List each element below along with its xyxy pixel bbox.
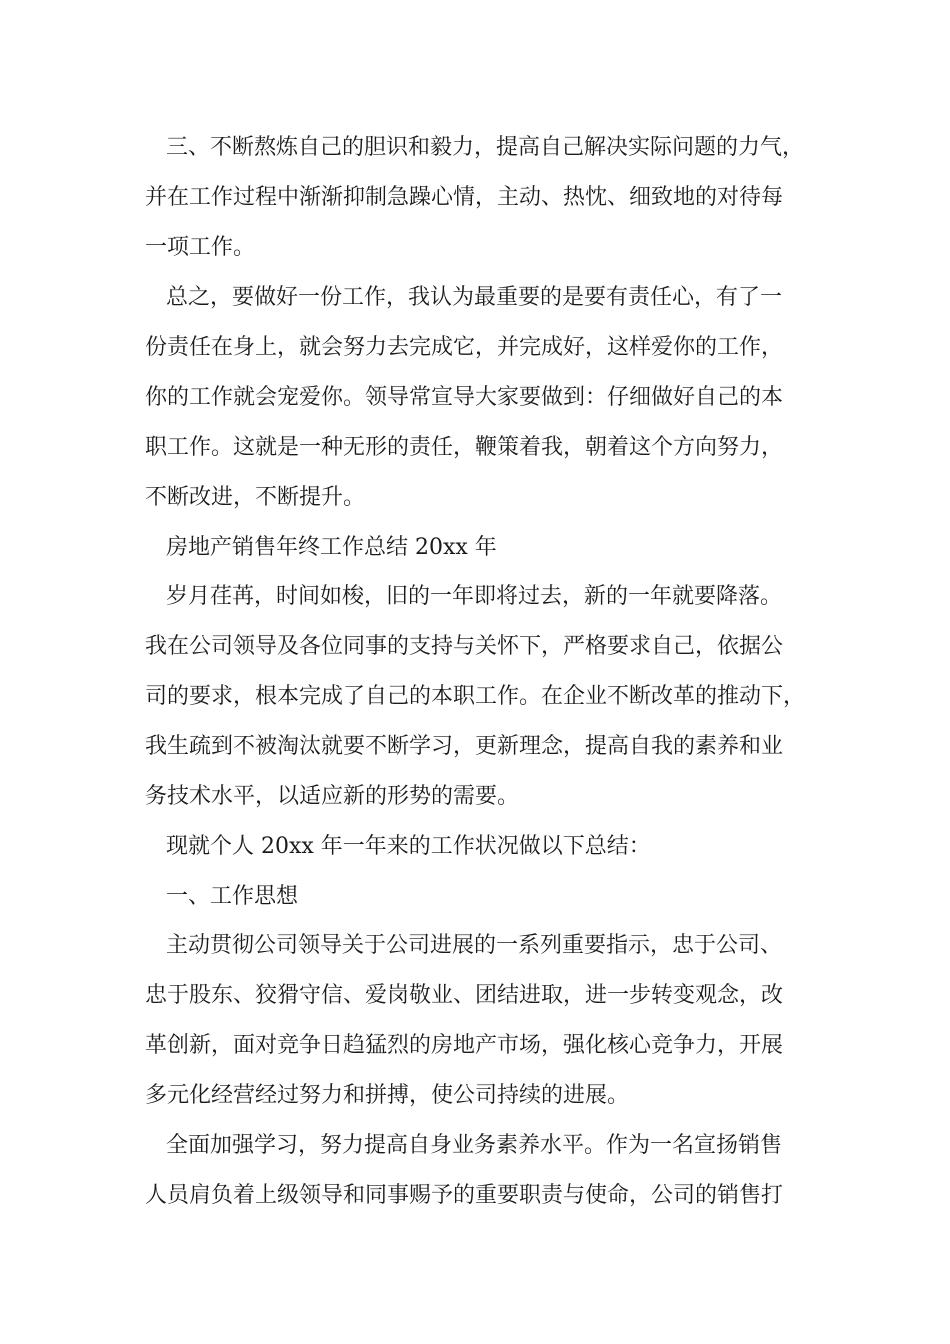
- paragraph-line: 并在工作过程中渐渐抑制急躁心情，主动、热忱、细致地的对待每: [145, 185, 784, 210]
- paragraph-line: 革创新，面对竞争日趋猛烈的房地产市场，强化核心竞争力，开展: [145, 1033, 784, 1058]
- paragraph-line: 全面加强学习，努力提高自身业务素养水平。作为一名宣扬销售: [166, 1133, 783, 1158]
- paragraph-line: 我生疏到不被淘汰就要不断学习，更新理念，提高自我的素养和业: [145, 734, 784, 759]
- paragraph-line: 主动贯彻公司领导关于公司进展的一系列重要指示，忠于公司、: [166, 933, 783, 958]
- paragraph-line: 忠于股东、狡猾守信、爱岗敬业、团结进取，进一步转变观念，改: [145, 983, 784, 1008]
- paragraph-line: 多元化经营经过努力和拼搏，使公司持续的进展。: [145, 1083, 630, 1108]
- paragraph-line: 不断改进，不断提升。: [145, 485, 366, 510]
- paragraph-line: 三、不断熬炼自己的胆识和毅力，提高自己解决实际问题的力气，: [166, 135, 805, 160]
- paragraph-line: 岁月荏苒，时间如梭，旧的一年即将过去，新的一年就要降落。: [166, 584, 783, 609]
- section-heading: 一、工作思想: [166, 884, 299, 909]
- section-title: 房地产销售年终工作总结 20xx 年: [166, 535, 497, 560]
- paragraph-line: 现就个人 20xx 年一年来的工作状况做以下总结：: [166, 834, 651, 859]
- paragraph-line: 务技术水平，以适应新的形势的需要。: [145, 784, 520, 809]
- paragraph-line: 我在公司领导及各位同事的支持与关怀下，严格要求自己，依据公: [145, 634, 784, 659]
- paragraph-line: 一项工作。: [145, 235, 256, 260]
- paragraph-line: 你的工作就会宠爱你。领导常宣导大家要做到：仔细做好自己的本: [145, 385, 784, 410]
- paragraph-line: 司的要求，根本完成了自己的本职工作。在企业不断改革的推动下，: [145, 684, 806, 709]
- paragraph-line: 总之，要做好一份工作，我认为最重要的是要有责任心，有了一: [166, 285, 783, 310]
- paragraph-line: 份责任在身上，就会努力去完成它，并完成好，这样爱你的工作，: [145, 335, 784, 360]
- paragraph-line: 职工作。这就是一种无形的责任，鞭策着我，朝着这个方向努力，: [145, 435, 784, 460]
- paragraph-line: 人员肩负着上级领导和同事赐予的重要职责与使命，公司的销售打: [145, 1183, 784, 1208]
